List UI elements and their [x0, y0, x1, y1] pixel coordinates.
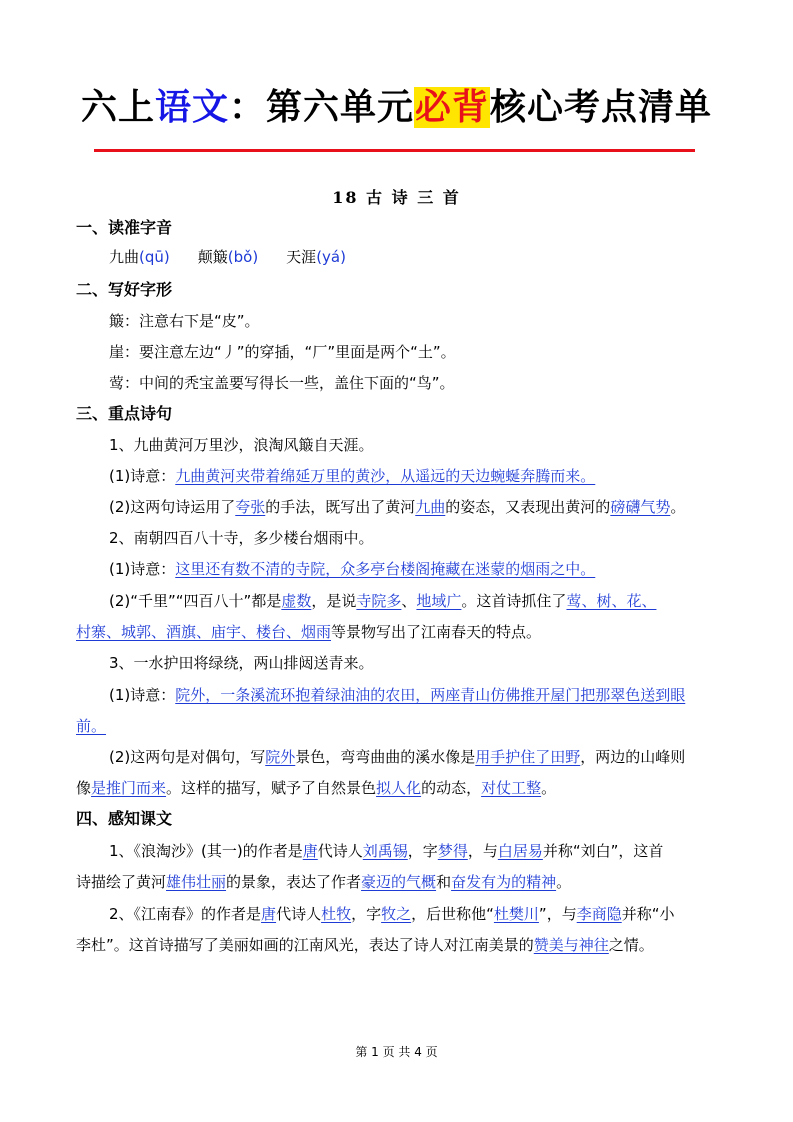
title-highlight: 必背 [415, 87, 490, 128]
answer: 赞美与神往 [533, 936, 609, 954]
text: 的姿态，又表现出黄河的 [445, 498, 611, 516]
answer: 刘禹锡 [362, 842, 408, 860]
perception-para [109, 903, 721, 925]
answer: 这里还有数不清的寺院，众多亭台楼阁掩藏在迷蒙的烟雨之中。 [175, 560, 596, 578]
answer: 村寨、城郭、酒旗、庙宇、楼台、烟雨 [76, 623, 332, 641]
answer: 前。 [76, 717, 107, 735]
answer: 雄伟壮丽 [166, 873, 227, 891]
title-divider [94, 149, 695, 152]
answer: 白居易 [497, 842, 543, 860]
perception-para-cont [76, 871, 721, 893]
poem-analysis [109, 746, 721, 768]
text: 2、《江南春》的作者是 [109, 905, 262, 923]
answer: 虚数 [281, 592, 312, 610]
poem-line: 3、一水护田将绿绕，两山排闼送青来。 [109, 654, 374, 672]
text: 的手法，既写出了黄河 [265, 498, 416, 516]
answer: 院外，一条溪流环抱着绿油油的农田，两座青山仿佛推开屋门把那翠色送到眼 [175, 686, 686, 704]
text: 并称“小 [621, 905, 675, 923]
poem-meaning [109, 684, 721, 706]
text: 的景象，表达了作者 [226, 873, 362, 891]
text: 之情。 [608, 936, 654, 954]
poem-line: 2、南朝四百八十寺，多少楼台烟雨中。 [109, 529, 374, 547]
page-title [0, 82, 793, 134]
answer: 奋发有为的精神 [451, 873, 557, 891]
poem-analysis-cont [76, 621, 721, 643]
pinyin-word: 颠簸 [197, 248, 228, 266]
text: (2)这两句诗运用了 [109, 498, 236, 516]
pinyin-word: 九曲 [109, 248, 140, 266]
pinyin-word: 天涯 [286, 248, 317, 266]
text: 等景物写出了江南春天的特点。 [331, 623, 542, 641]
answer: 唐 [261, 905, 277, 923]
section-heading: 一、读准字音 [76, 218, 173, 237]
text: (2)“千里”“四百八十”都是 [109, 592, 282, 610]
answer: 院外 [265, 748, 296, 766]
text: 诗描绘了黄河 [76, 873, 167, 891]
section-heading: 二、写好字形 [76, 280, 173, 299]
text: ，与 [467, 842, 498, 860]
poem-meaning [109, 558, 721, 580]
glyph-note: 崖：要注意左边“丿”的穿插，“厂”里面是两个“土”。 [109, 343, 456, 361]
text: ，是说 [311, 592, 357, 610]
answer: 李商隐 [576, 905, 622, 923]
answer: 豪迈的气概 [361, 873, 437, 891]
text: 。 [541, 779, 557, 797]
text: 景色，弯弯曲曲的溪水像是 [295, 748, 476, 766]
perception-para-cont [76, 934, 721, 956]
title-part-2: 语文 [154, 87, 229, 128]
answer: 莺、树、花、 [566, 592, 657, 610]
text: 。 [670, 498, 686, 516]
text: 像 [76, 779, 92, 797]
answer: 寺院多 [356, 592, 402, 610]
answer: 拟人化 [376, 779, 422, 797]
text: 李杜”。这首诗描写了美丽如画的江南风光，表达了诗人对江南美景的 [76, 936, 534, 954]
text: 。这样的描写，赋予了自然景色 [166, 779, 377, 797]
answer: 梦得 [437, 842, 468, 860]
poem-analysis-cont [76, 777, 721, 799]
answer: 对仗工整 [481, 779, 542, 797]
title-part-5: 核心考点清单 [490, 87, 713, 128]
text: 代诗人 [317, 842, 363, 860]
text: 的动态， [421, 779, 482, 797]
answer: 牧之 [381, 905, 412, 923]
pinyin-reading: (bǒ) [227, 248, 259, 266]
label: (1)诗意： [109, 467, 176, 485]
label: (1)诗意： [109, 686, 176, 704]
pinyin-reading: (qū) [139, 248, 170, 266]
answer: 九曲 [415, 498, 446, 516]
text: (2)这两句是对偶句，写 [109, 748, 266, 766]
answer: 地域广 [416, 592, 462, 610]
answer: 用手护住了田野 [475, 748, 581, 766]
text: 。 [556, 873, 572, 891]
section-heading: 四、感知课文 [76, 809, 173, 828]
text: ，两边的山峰则 [580, 748, 686, 766]
title-part-1: 六上 [80, 87, 155, 128]
answer: 夸张 [235, 498, 266, 516]
perception-para [109, 840, 721, 862]
title-part-3: ：第六单元 [228, 87, 414, 128]
text: ”，与 [538, 905, 577, 923]
poem-analysis [109, 496, 721, 518]
poem-meaning [109, 465, 721, 487]
page-footer: 第 1 页 共 4 页 [355, 1045, 438, 1059]
label: (1)诗意： [109, 560, 176, 578]
text: ，字 [407, 842, 438, 860]
glyph-note: 簸：注意右下是“皮”。 [109, 312, 260, 330]
section-heading: 三、重点诗句 [76, 404, 173, 423]
answer: 九曲黄河夹带着绵延万里的黄沙，从遥远的天边蜿蜒奔腾而来。 [175, 467, 596, 485]
text: 并称“刘白”，这首 [542, 842, 664, 860]
text: 。这首诗抓住了 [461, 592, 567, 610]
text: 1、《浪淘沙》(其一)的作者是 [109, 842, 303, 860]
text: ，字 [351, 905, 382, 923]
answer: 是推门而来 [91, 779, 167, 797]
answer: 杜牧 [321, 905, 352, 923]
text: ，后世称他“ [411, 905, 494, 923]
text: 代诗人 [276, 905, 322, 923]
text: 、 [401, 592, 417, 610]
poem-line: 1、九曲黄河万里沙，浪淘风簸自天涯。 [109, 436, 374, 454]
pinyin-reading: (yá) [316, 248, 346, 266]
pinyin-row [109, 246, 721, 268]
answer: 磅礴气势 [610, 498, 671, 516]
glyph-note: 莺：中间的秃宝盖要写得长一些，盖住下面的“鸟”。 [109, 374, 455, 392]
answer: 杜樊川 [493, 905, 539, 923]
answer: 唐 [302, 842, 318, 860]
lesson-title: 18 古 诗 三 首 [332, 188, 461, 207]
poem-analysis [109, 590, 721, 612]
poem-meaning-cont [76, 715, 721, 737]
text: 和 [436, 873, 452, 891]
